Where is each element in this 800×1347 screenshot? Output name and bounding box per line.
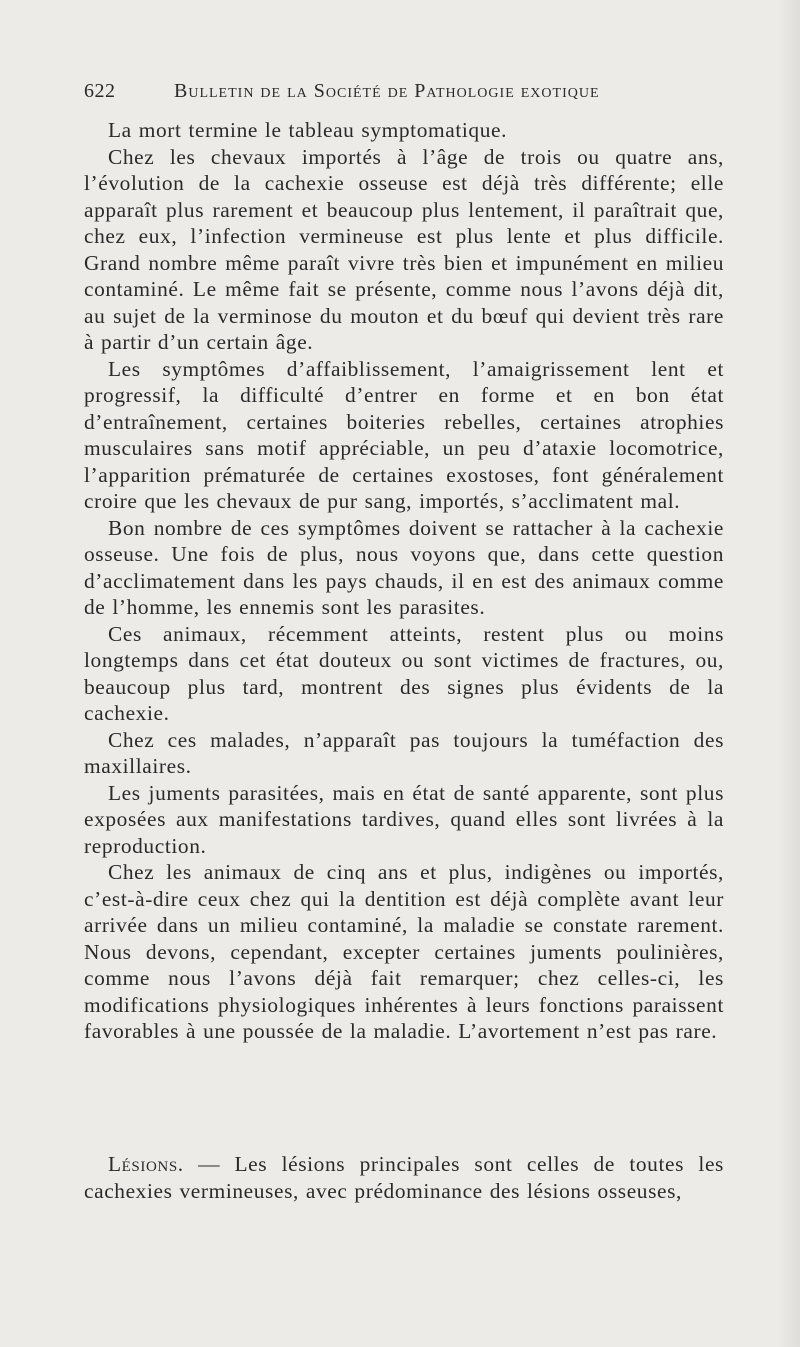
paragraph-4: Bon nombre de ces symptômes doivent se rattacher à la cachexie osseuse. Une fois de plus, nous voyons que, dans cette question d’acclimatement dans les pays chauds, il en est des animaux comme de l’homme, les ennemis sont les parasites. — [84, 515, 724, 619]
paragraph-6: Chez ces malades, n’apparaît pas toujours la tuméfaction des maxillaires. — [84, 727, 724, 778]
paragraph-2: Chez les chevaux importés à l’âge de trois ou quatre ans, l’évolution de la cachexie osseuse est déjà très différente; elle apparaît plus rarement et beaucoup plus lentement, il paraîtrait que, chez eux, l’infection vermineuse est plus lente et plus difficile. Grand nombre même paraît vivre très bien et impunément en milieu contaminé. Le même fait se présente, comme nous l’avons déjà dit, au sujet de la verminose du mouton et du bœuf qui devient très rare à partir d’un certain âge. — [84, 144, 724, 354]
paragraph-7: Les juments parasitées, mais en état de santé apparente, sont plus exposées aux manifestations tardives, quand elles sont livrées à la reproduction. — [84, 780, 724, 858]
section-heading-lesions: Lésions. — [108, 1152, 184, 1176]
lesions-text: — Les lésions principales sont celles de toutes les cachexies vermineuses, avec prédominance des lésions osseuses, — [84, 1152, 724, 1203]
paragraph-1: La mort termine le tableau symptomatique. — [108, 118, 508, 142]
paragraph-5: Ces animaux, récemment atteints, restent plus ou moins longtemps dans cet état douteux ou sont victimes de fractures, ou, beaucoup plus tard, montrent des signes plus évidents de la cachexie. — [84, 621, 724, 725]
paragraph-8: Chez les animaux de cinq ans et plus, indigènes ou importés, c’est-à-dire ceux chez qui la dentition est déjà complète avant leur arrivée dans un milieu contaminé, la maladie se constate rarement. Nous devons, cependant, excepter certaines juments poulinières, comme nous l’avons déjà fait remarquer; chez celles-ci, les modifications physiologiques inhérentes à leurs fonctions paraissent favorables à une poussée de la maladie. L’avortement n’est pas rare. — [84, 860, 724, 1043]
page-number: 622 — [84, 80, 116, 102]
running-title: Bulletin de la Société de Pathologie exotique — [174, 80, 600, 102]
body-text — [84, 117, 724, 1045]
paragraph-3: Les symptômes d’affaiblissement, l’amaigrissement lent et progressif, la difficulté d’entrer en forme et en bon état d’entraînement, certaines boiteries rebelles, certaines atrophies musculaires sans motif appréciable, un peu d’ataxie locomotrice, l’apparition prématurée de certaines exostoses, font généralement croire que les chevaux de pur sang, importés, s’acclimatent mal. — [84, 356, 724, 513]
lesions-section — [84, 1151, 724, 1204]
page-edge-shadow — [778, 0, 800, 1347]
running-header — [84, 80, 732, 108]
